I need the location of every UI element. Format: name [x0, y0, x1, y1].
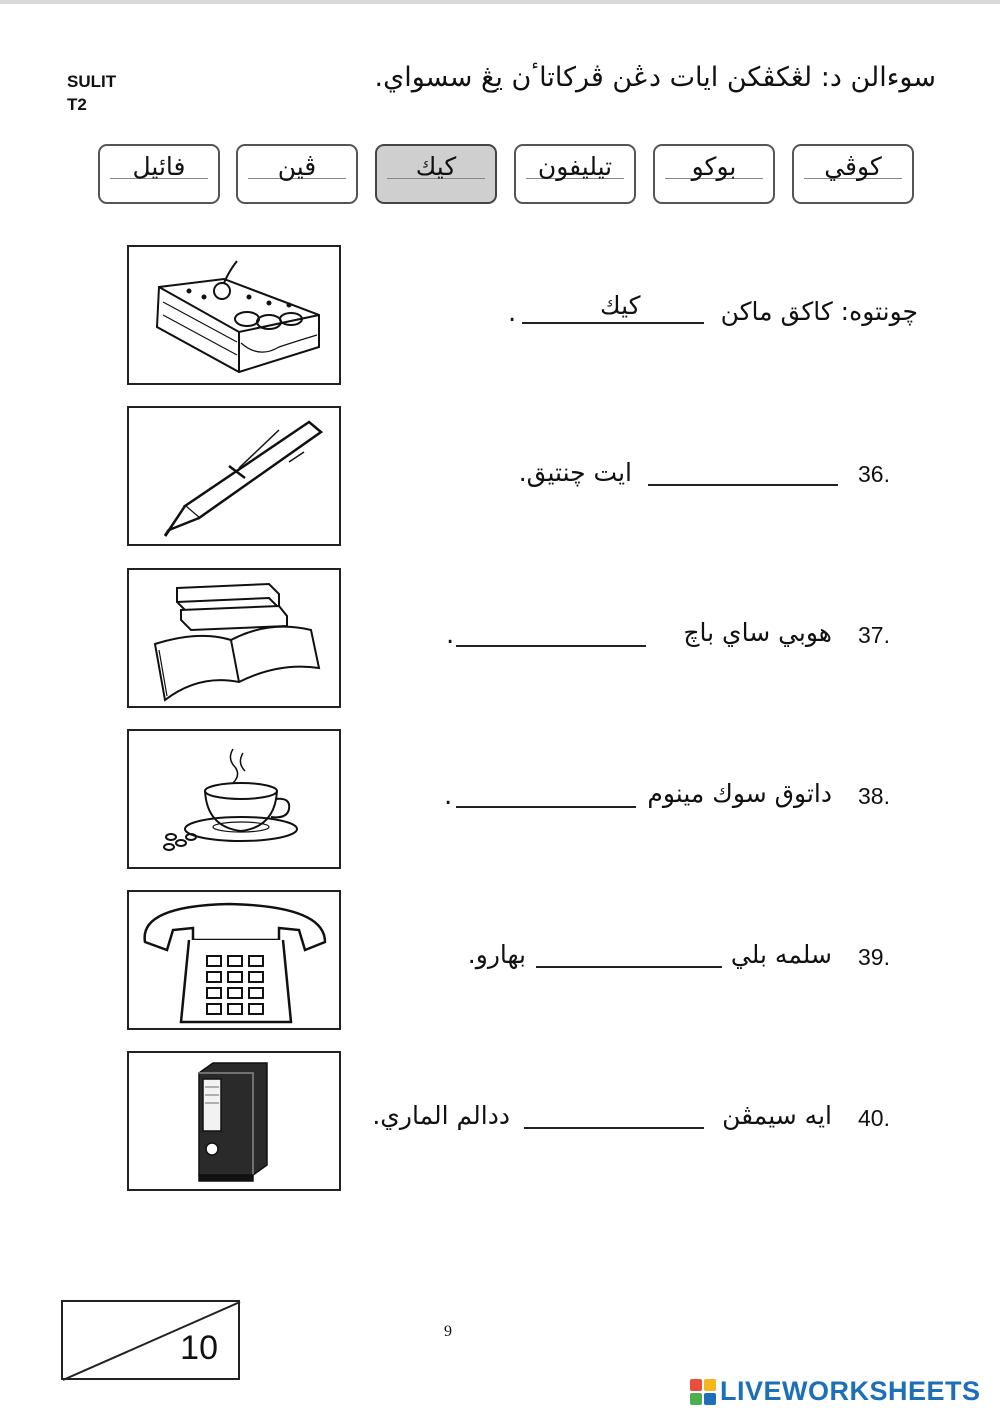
picture-frame-40	[127, 1051, 341, 1191]
word-text: كوڤي	[824, 152, 882, 181]
answer-blank-39[interactable]	[536, 966, 722, 968]
word-option-telephone[interactable]	[514, 144, 636, 204]
answer-blank-40[interactable]	[524, 1127, 704, 1129]
picture-frame-example	[127, 245, 341, 385]
picture-frame-39	[127, 890, 341, 1030]
file-icon	[129, 1053, 343, 1193]
word-text: بوكو	[691, 152, 737, 181]
sulit-text: SULIT	[67, 72, 117, 91]
question-after-38: .	[444, 781, 453, 811]
picture-frame-36	[127, 406, 341, 546]
example-blank	[522, 322, 704, 324]
example-prefix: چونتوه: كاكق ماكن	[720, 297, 918, 326]
brand-text: LIVEWORKSHEETS	[720, 1376, 981, 1406]
question-after-40: ددالم الماري.	[372, 1101, 510, 1130]
answer-blank-37[interactable]	[456, 645, 646, 647]
question-before-40: ايه سيمڤن	[722, 1101, 832, 1130]
t2-text: T2	[67, 95, 87, 114]
picture-frame-37	[127, 568, 341, 708]
telephone-icon	[129, 892, 343, 1032]
liveworksheets-logo-icon	[690, 1379, 716, 1405]
word-bank	[98, 144, 914, 206]
question-before-37: هوبي ساي باچ	[683, 618, 832, 647]
word-option-cake[interactable]	[375, 144, 497, 204]
question-number-38: 38.	[858, 783, 890, 809]
question-number-39: 39.	[858, 944, 890, 970]
question-number-37: 37.	[858, 622, 890, 648]
picture-frame-38	[127, 729, 341, 869]
word-option-pen[interactable]	[236, 144, 358, 204]
question-before-39: سلمه بلي	[730, 940, 832, 969]
cake-icon	[129, 247, 343, 387]
liveworksheets-brand[interactable]	[690, 1376, 981, 1407]
answer-blank-38[interactable]	[456, 806, 636, 808]
question-before-38: داتوق سوك مينوم	[647, 779, 832, 808]
coffee-icon	[129, 731, 343, 871]
word-option-coffee[interactable]	[792, 144, 914, 204]
total-score: 10	[180, 1329, 218, 1367]
instruction-title: سوءالن د: لڠكڤكن ايات دڠن ڤركاتاٴن يڠ سسواي.	[374, 62, 936, 93]
question-after-37: .	[446, 620, 455, 650]
question-number-36: 36.	[858, 461, 890, 487]
word-text: كيك	[415, 152, 457, 181]
word-option-book[interactable]	[653, 144, 775, 204]
question-after-36: ايت چنتيق.	[518, 458, 632, 487]
example-answer: كيك	[600, 291, 641, 320]
example-period: .	[508, 298, 517, 328]
page-number: 9	[444, 1323, 452, 1340]
question-number-40: 40.	[858, 1105, 890, 1131]
word-text: تيليفون	[537, 152, 613, 181]
question-after-39: بهارو.	[467, 940, 526, 969]
word-text: ڤين	[277, 152, 317, 181]
score-box	[61, 1300, 240, 1380]
top-border	[0, 0, 1000, 4]
pen-icon	[129, 408, 343, 548]
sulit-label	[67, 70, 116, 116]
word-text: فائيل	[132, 152, 186, 181]
answer-blank-36[interactable]	[648, 484, 838, 486]
word-option-file[interactable]	[98, 144, 220, 204]
book-icon	[129, 570, 343, 710]
